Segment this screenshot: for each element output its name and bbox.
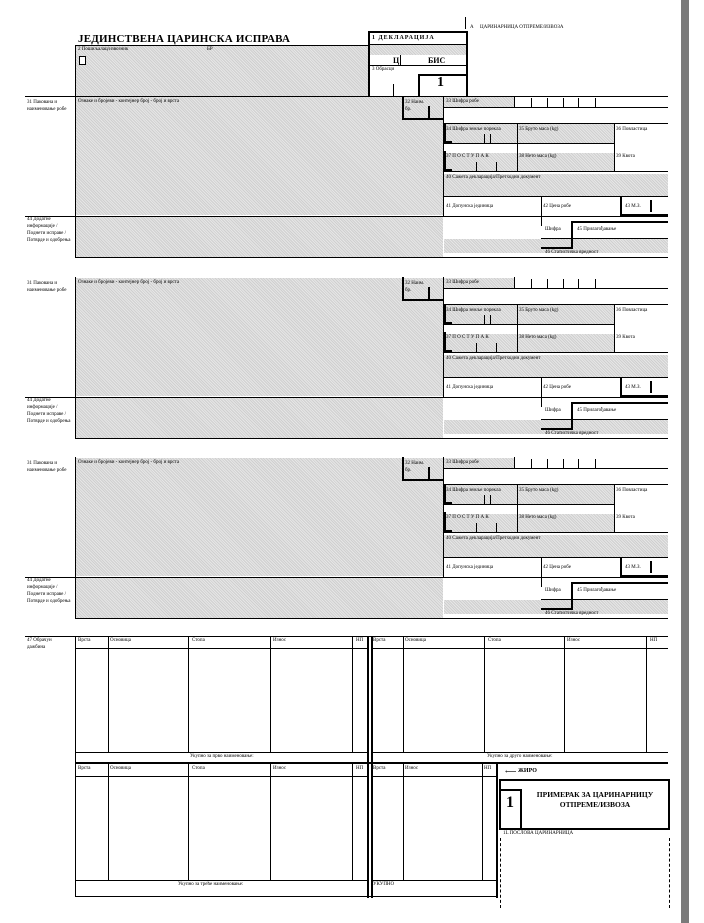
- declaration-bis: БИС: [428, 56, 446, 65]
- dutyC-col-type: Врста: [78, 766, 91, 771]
- dutyC-total-label: Укупно за треће наименовање:: [178, 882, 244, 887]
- dutyD-total-label: УКУПНО: [373, 882, 395, 887]
- checked-label: ЖИРО: [518, 768, 537, 774]
- item-1-quota-label: 39 Квота: [616, 154, 635, 159]
- item-3-marks-label: Ознаке и бројеви - контејнер број - број и врста: [78, 460, 180, 465]
- copy-box-title: ПРИМЕРАК ЗА ЦАРИНАРНИЦУ ОТПРЕМЕ/ИЗВОЗА: [536, 790, 654, 809]
- dutyD-col-type: Врста: [373, 766, 386, 771]
- item-3-preference-label: 36 Повластица: [616, 488, 648, 493]
- item-2-net-mass-label: 38 Нето маса (kg): [519, 335, 557, 340]
- item-1-preference-label: 36 Повластица: [616, 127, 648, 132]
- item-2-item-price-label: 42 Цена робе: [543, 385, 571, 390]
- office-label: 1L ПОСЛОВА ЦАРИНАРНИЦА: [503, 831, 574, 836]
- item-2-quota-label: 39 Квота: [616, 335, 635, 340]
- item-1-code-label: Шифра: [545, 227, 561, 232]
- item-2-packages-label: 31 Пакована и наименовање робе: [27, 281, 67, 293]
- item-2-statistical-value-label: 46 Статистичка вредност: [545, 431, 599, 436]
- item-1-packages-label: 31 Пакована и наименовање робе: [27, 100, 67, 112]
- dutyA-col-rate: Стопа: [192, 638, 205, 643]
- item-3-supp-units-label: 41 Допунска јединица: [446, 565, 494, 570]
- dutyA-col-type: Врста: [78, 638, 91, 643]
- item-2-commodity-code-label: 33 Шифра робе: [446, 280, 479, 285]
- item-3-item-price-label: 42 Цена робе: [543, 565, 571, 570]
- item-3-item-no-label: 32 Наим. бр.: [405, 461, 425, 473]
- sender-label: 2 Пошиљалац/извозник: [78, 47, 129, 52]
- office-dashed-box[interactable]: [500, 838, 670, 908]
- sender-checkbox[interactable]: [79, 56, 86, 65]
- br-label: БР: [207, 47, 213, 52]
- copy-number: 1: [437, 75, 444, 90]
- item-3-code-label: Шифра: [545, 588, 561, 593]
- item-3-summary-decl-label: 40 Сажета декларација/Претходни документ: [446, 536, 541, 541]
- item-1-supp-units-label: 41 Допунска јединица: [446, 204, 494, 209]
- item-2-supp-units-label: 41 Допунска јединица: [446, 385, 494, 390]
- item-1-mz-label: 43 М.З.: [625, 204, 641, 209]
- copy-code: A: [470, 25, 474, 30]
- item-2-item-no-label: 32 Наим. бр.: [405, 281, 425, 293]
- item-1-item-price-label: 42 Цена робе: [543, 204, 571, 209]
- item-1-additional-info-label: 44 Додатне информације / Поднети исправе / Потврде и одобрења: [27, 217, 71, 243]
- copy-box-number: 1: [506, 794, 514, 811]
- item-1-net-mass-label: 38 Нето маса (kg): [519, 154, 557, 159]
- item-1-marks-label: Ознаке и бројеви - контејнер број - број и врста: [78, 99, 180, 104]
- page-edge-bar: [681, 0, 689, 923]
- declaration-label: 1 ДЕКЛАРАЦИЈА: [372, 35, 435, 41]
- item-2-summary-decl-label: 40 Сажета декларација/Претходни документ: [446, 356, 541, 361]
- dutyB-col-amount: Износ: [567, 638, 581, 643]
- item-3-statistical-value-label: 46 Статистичка вредност: [545, 611, 599, 616]
- item-1-commodity-code-label: 33 Шифра робе: [446, 99, 479, 104]
- forms-label: 3 Обрасци: [372, 67, 395, 72]
- item-2-code-label: Шифра: [545, 408, 561, 413]
- copy-text: ЦАРИНАРНИЦА ОТПРЕМЕ/ИЗВОЗА: [480, 25, 564, 30]
- item-3-packages-label: 31 Пакована и наименовање робе: [27, 461, 67, 473]
- form-title: ЈЕДИНСТВЕНА ЦАРИНСКА ИСПРАВА: [78, 33, 291, 45]
- dutyB-col-rate: Стопа: [488, 638, 501, 643]
- item-1-item-no-label: 32 Наим. бр.: [405, 100, 425, 112]
- item-1-origin-code-label: 34 Шифра земље порекла: [446, 127, 501, 132]
- item-3-quota-label: 39 Квота: [616, 515, 635, 520]
- item-2-mz-label: 43 М.З.: [625, 385, 641, 390]
- item-2-additional-info-label: 44 Додатне информације / Поднети исправе / Потврде и одобрења: [27, 398, 71, 424]
- item-3-additional-info-label: 44 Додатне информације / Поднети исправе / Потврде и одобрења: [27, 578, 71, 604]
- dutyD-col-pp: НП: [484, 766, 492, 771]
- dutyC-col-base: Основица: [110, 766, 131, 771]
- item-3-procedure-label: 37 П О С Т У П А К: [446, 515, 489, 520]
- dutyD-col-amount: Износ: [405, 766, 419, 771]
- item-3-net-mass-label: 38 Нето маса (kg): [519, 515, 557, 520]
- item-1-procedure-label: 37 П О С Т У П А К: [446, 154, 489, 159]
- declaration-c: Ц: [393, 56, 400, 65]
- item-2-origin-code-label: 34 Шифра земље порекла: [446, 308, 501, 313]
- item-2-preference-label: 36 Повластица: [616, 308, 648, 313]
- item-1-statistical-value-label: 46 Статистичка вредност: [545, 250, 599, 255]
- item-1-adjustment-label: 45 Прилагођавање: [577, 227, 617, 232]
- dutyA-total-label: Укупно за прво наименовање:: [190, 754, 254, 759]
- dutyB-col-base: Основица: [405, 638, 426, 643]
- dutyC-col-amount: Износ: [273, 766, 287, 771]
- checked-arrow: ⟵: [505, 767, 517, 776]
- item-2-procedure-label: 37 П О С Т У П А К: [446, 335, 489, 340]
- item-3-adjustment-label: 45 Прилагођавање: [577, 588, 617, 593]
- item-3-mz-label: 43 М.З.: [625, 565, 641, 570]
- duties-label: 47 Обрачун дажбина: [27, 638, 52, 650]
- item-1-summary-decl-label: 40 Сажета декларација/Претходни документ: [446, 175, 541, 180]
- dutyC-col-pp: НП: [356, 766, 364, 771]
- item-1-gross-mass-label: 35 Бруто маса (kg): [519, 127, 559, 132]
- dutyA-col-amount: Износ: [273, 638, 287, 643]
- item-2-adjustment-label: 45 Прилагођавање: [577, 408, 617, 413]
- dutyB-total-label: Укупно за друго наименовање:: [487, 754, 553, 759]
- dutyA-col-pp: НП: [356, 638, 364, 643]
- item-3-commodity-code-label: 33 Шифра робе: [446, 460, 479, 465]
- dutyB-col-pp: НП: [650, 638, 658, 643]
- item-3-gross-mass-label: 35 Бруто маса (kg): [519, 488, 559, 493]
- dutyC-col-rate: Стопа: [192, 766, 205, 771]
- dutyB-col-type: Врста: [373, 638, 386, 643]
- dutyA-col-base: Основица: [110, 638, 131, 643]
- item-3-origin-code-label: 34 Шифра земље порекла: [446, 488, 501, 493]
- item-2-gross-mass-label: 35 Бруто маса (kg): [519, 308, 559, 313]
- item-2-marks-label: Ознаке и бројеви - контејнер број - број и врста: [78, 280, 180, 285]
